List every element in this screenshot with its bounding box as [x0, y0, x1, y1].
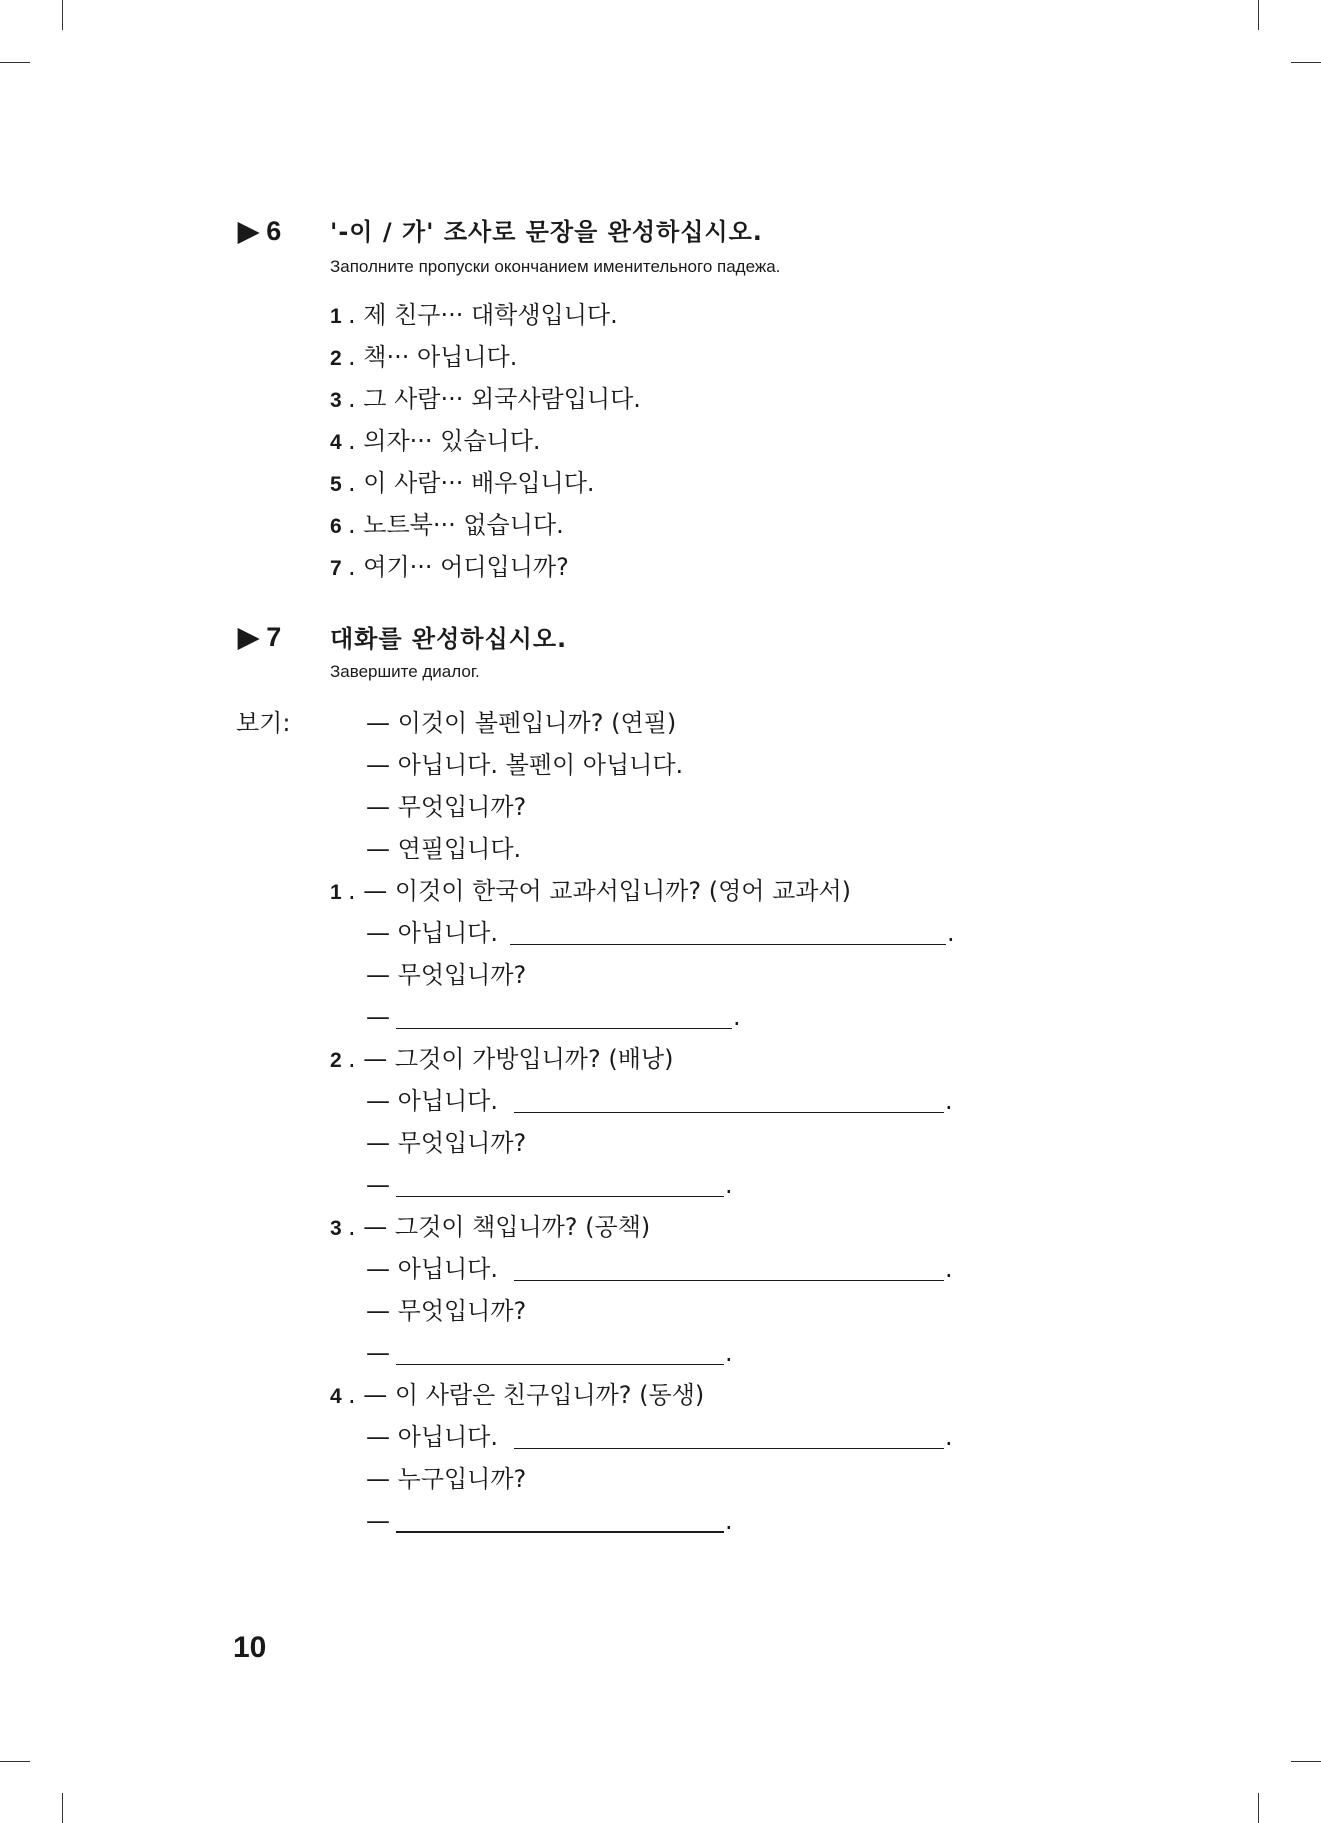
exercise-6-subtitle: Заполните пропуски окончанием именительного падежа. — [330, 257, 781, 276]
question-text: — 이 사람은 친구입니까? (동생) — [363, 1381, 705, 1409]
task-3-question: 3 . — 그것이 책입니까? (공책) — [330, 1212, 650, 1244]
answer-blank-line[interactable] — [396, 1196, 724, 1197]
crop-mark — [62, 1793, 63, 1823]
exercise-6-item-7: 7 . 여기··· 어디입니까? — [330, 552, 569, 584]
period: . — [733, 1003, 741, 1031]
task-4-follow-question: — 누구입니까? — [366, 1465, 527, 1493]
exercise-6-item-6: 6 . 노트북··· 없습니다. — [330, 510, 564, 542]
crop-mark — [1258, 1793, 1259, 1823]
exercise-7-subtitle: Завершите диалог. — [330, 662, 480, 681]
item-text: 제 친구··· 대학생입니다. — [363, 301, 618, 329]
task-1-question: 1 . — 이것이 한국어 교과서입니까? (영어 교과서) — [330, 876, 851, 908]
example-line: — 이것이 볼펜입니까? (연필) — [366, 709, 677, 737]
period: . — [947, 919, 955, 947]
answer-blank-line[interactable] — [396, 1364, 724, 1365]
item-number: 7 — [330, 557, 342, 580]
task-1-reply: — 아닙니다. — [366, 919, 498, 947]
example-line: — 아닙니다. 볼펜이 아닙니다. — [366, 751, 684, 779]
exercise-6-marker: ▶ 6 — [238, 216, 282, 246]
example-line: — 연필입니다. — [366, 835, 522, 863]
task-4-reply: — 아닙니다. — [366, 1423, 498, 1451]
example-label: 보기: — [236, 709, 291, 737]
crop-mark — [1291, 1761, 1321, 1762]
task-1-answer-dash: — — [366, 1003, 390, 1031]
answer-blank-line[interactable] — [396, 1531, 724, 1533]
exercise-6-title: '-이 / 가' 조사로 문장을 완성하십시오. — [330, 218, 763, 246]
period: . — [945, 1255, 953, 1283]
exercise-6-item-2: 2 . 책··· 아닙니다. — [330, 342, 517, 374]
task-4-answer-dash: — — [366, 1507, 390, 1535]
exercise-6-item-5: 5 . 이 사람··· 배우입니다. — [330, 468, 595, 500]
crop-mark — [0, 1761, 30, 1762]
answer-blank-line[interactable] — [514, 1280, 944, 1281]
task-number: 3 — [330, 1217, 342, 1240]
page-number: 10 — [233, 1631, 267, 1664]
exercise-7-marker: ▶ 7 — [238, 622, 282, 652]
item-number: 1 — [330, 305, 342, 328]
item-text: 그 사람··· 외국사람입니다. — [363, 385, 641, 413]
crop-mark — [0, 62, 30, 63]
period: . — [725, 1507, 733, 1535]
question-text: — 이것이 한국어 교과서입니까? (영어 교과서) — [363, 877, 852, 905]
task-number: 1 — [330, 881, 342, 904]
crop-mark — [1291, 62, 1321, 63]
answer-blank-line[interactable] — [510, 944, 946, 945]
task-number: 2 — [330, 1049, 342, 1072]
task-2-question: 2 . — 그것이 가방입니까? (배낭) — [330, 1044, 673, 1076]
task-2-answer-dash: — — [366, 1171, 390, 1199]
task-number: 4 — [330, 1385, 342, 1408]
item-text: 이 사람··· 배우입니다. — [363, 469, 595, 497]
question-text: — 그것이 가방입니까? (배낭) — [363, 1045, 674, 1073]
item-number: 5 — [330, 473, 342, 496]
task-3-reply: — 아닙니다. — [366, 1255, 498, 1283]
period: . — [725, 1171, 733, 1199]
item-number: 6 — [330, 515, 342, 538]
crop-mark — [62, 0, 63, 30]
exercise-6-item-1: 1 . 제 친구··· 대학생입니다. — [330, 300, 618, 332]
item-text: 의자··· 있습니다. — [363, 427, 541, 455]
item-number: 3 — [330, 389, 342, 412]
crop-mark — [1258, 0, 1259, 30]
task-4-question: 4 . — 이 사람은 친구입니까? (동생) — [330, 1380, 704, 1412]
item-number: 2 — [330, 347, 342, 370]
period: . — [725, 1339, 733, 1367]
answer-blank-line[interactable] — [514, 1112, 944, 1113]
question-text: — 그것이 책입니까? (공책) — [363, 1213, 651, 1241]
item-text: 책··· 아닙니다. — [363, 343, 518, 371]
item-number: 4 — [330, 431, 342, 454]
answer-blank-line[interactable] — [514, 1448, 944, 1449]
item-text: 여기··· 어디입니까? — [363, 553, 569, 581]
period: . — [945, 1423, 953, 1451]
task-1-follow-question: — 무엇입니까? — [366, 961, 527, 989]
exercise-6-item-4: 4 . 의자··· 있습니다. — [330, 426, 541, 458]
answer-blank-line[interactable] — [396, 1028, 732, 1029]
item-text: 노트북··· 없습니다. — [363, 511, 564, 539]
period: . — [945, 1087, 953, 1115]
task-2-reply: — 아닙니다. — [366, 1087, 498, 1115]
exercise-7-title: 대화를 완성하십시오. — [330, 625, 568, 653]
task-3-follow-question: — 무엇입니까? — [366, 1297, 527, 1325]
example-line: — 무엇입니까? — [366, 793, 527, 821]
task-2-follow-question: — 무엇입니까? — [366, 1129, 527, 1157]
task-3-answer-dash: — — [366, 1339, 390, 1367]
exercise-6-item-3: 3 . 그 사람··· 외국사람입니다. — [330, 384, 641, 416]
